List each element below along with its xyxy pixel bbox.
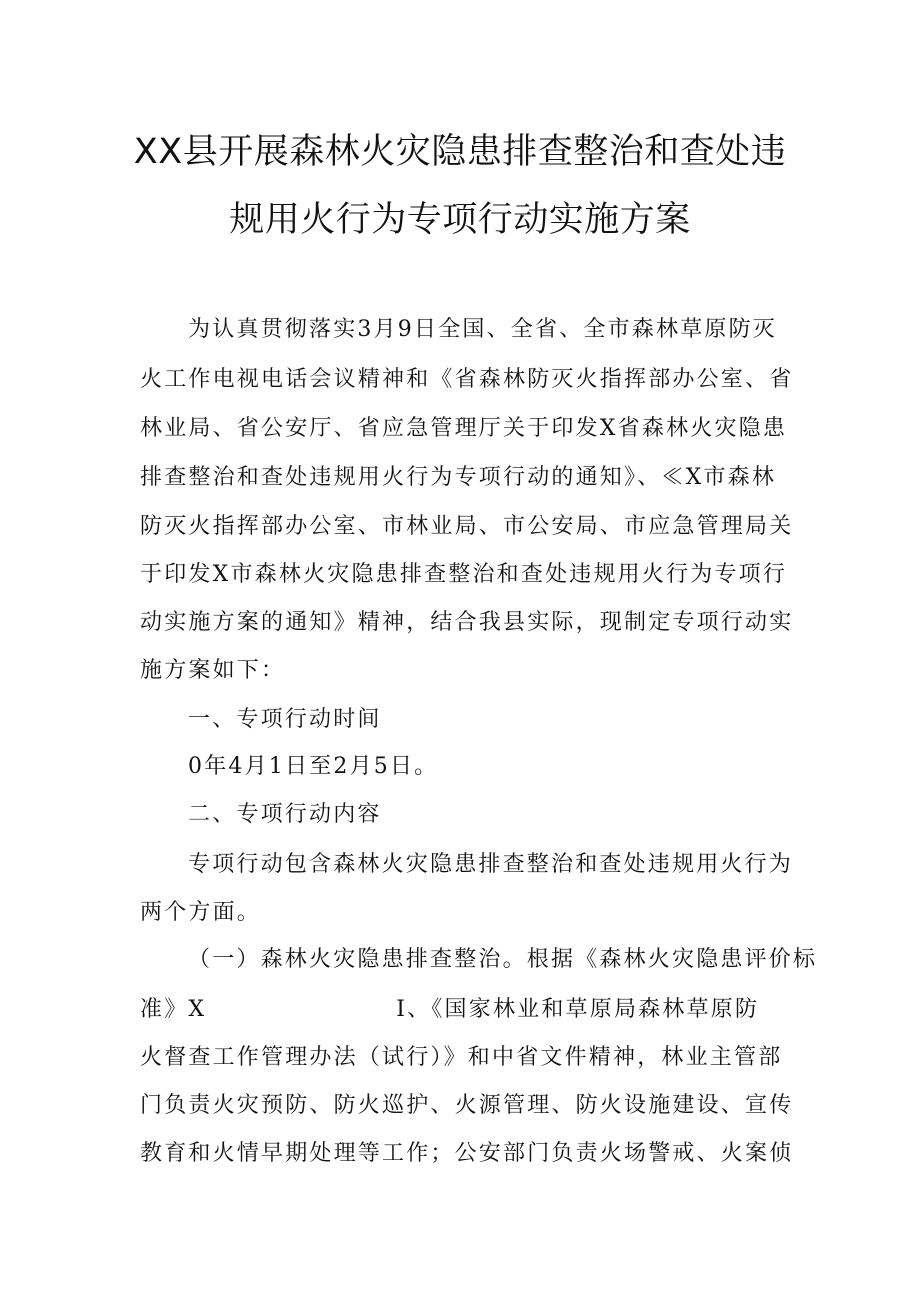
subsection-1-line-1: （一）森林火灾隐患排查整治。根据《森林火灾隐患评价标	[188, 947, 818, 972]
intro-paragraph-line-5: 防灭火指挥部办公室、市林业局、市公安局、市应急管理局关	[140, 514, 794, 539]
intro-paragraph-line-6: 于印发X市森林火灾隐患排查整治和查处违规用火行为专项行	[140, 562, 788, 587]
subsection-1-line-4: 门负责火灾预防、防火巡护、火源管理、防火设施建设、宣传	[140, 1093, 794, 1118]
document-title-line-2: 规用火行为专项行动实施方案	[229, 200, 691, 240]
document-title-line-1: XX县开展森林火灾隐患排查整治和查处违	[133, 132, 787, 172]
subsection-1-line-2-end: I、《国家林业和草原局森林草原防	[396, 997, 760, 1022]
intro-paragraph-line-2: 火工作电视电话会议精神和《省森林防灭火指挥部办公室、省	[140, 367, 794, 392]
intro-paragraph-line-4: 排查整治和查处违规用火行为专项行动的通知》、≪X市森林	[140, 465, 777, 490]
section-2-text-line-1: 专项行动包含森林火灾隐患排查整治和查处违规用火行为	[188, 852, 794, 877]
intro-paragraph-line-3: 林业局、省公安厅、省应急管理厅关于印发X省森林火灾隐患	[140, 416, 788, 441]
intro-paragraph-line-1: 为认真贯彻落实3月9日全国、全省、全市森林草原防灭	[188, 317, 777, 342]
subsection-1-line-3: 火督查工作管理办法（试行）》和中省文件精神，林业主管部	[140, 1045, 783, 1070]
section-1-text: 0年4月1日至2月5日。	[188, 754, 439, 779]
section-2-text-line-2: 两个方面。	[140, 900, 262, 925]
subsection-1-line-2-start: 准》X	[140, 997, 207, 1022]
intro-paragraph-line-8: 施方案如下：	[140, 658, 286, 683]
section-2-heading: 二、专项行动内容	[188, 802, 382, 827]
intro-paragraph-line-7: 动实施方案的通知》精神，结合我县实际，现制定专项行动实	[140, 610, 794, 635]
subsection-1-line-2	[140, 995, 759, 1025]
subsection-1-line-5: 教育和火情早期处理等工作；公安部门负责火场警戒、火案侦	[140, 1141, 794, 1166]
section-1-heading: 一、专项行动时间	[188, 707, 382, 732]
